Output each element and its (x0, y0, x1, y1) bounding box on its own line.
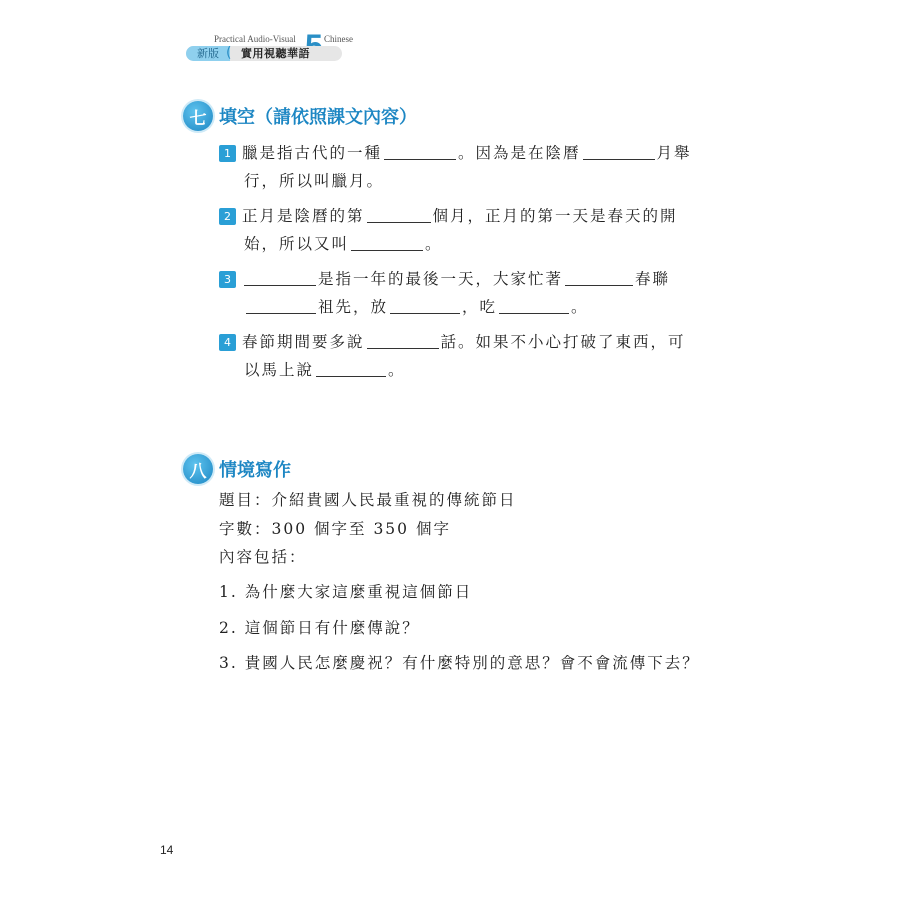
item-text: 春聯 (635, 270, 671, 288)
item-text: 正月是陰曆的第 (242, 207, 365, 225)
item-number-badge: 2 (219, 208, 236, 225)
exercise-item-4 (219, 328, 709, 384)
blank-line[interactable] (246, 295, 316, 314)
section-7-title: 填空（請依照課文內容） (219, 107, 417, 128)
item-text: 。因為是在陰曆 (458, 144, 581, 162)
exercise-item-3 (219, 265, 709, 321)
blank-line[interactable] (390, 295, 460, 314)
blank-line[interactable] (367, 204, 431, 223)
writing-word-count: 字數：300 個字至 350 個字 (219, 520, 451, 538)
item-text: 行，所以叫臘月。 (244, 172, 385, 190)
blank-line[interactable] (565, 267, 633, 286)
blank-line[interactable] (384, 141, 456, 160)
series-english-subtitle: Chinese (324, 34, 353, 44)
item-number-badge: 3 (219, 271, 236, 288)
writing-contents-label: 內容包括： (219, 548, 307, 566)
item-text: 話。如果不小心打破了東西，可 (440, 333, 686, 351)
item-text: 祖先，放 (318, 298, 389, 316)
series-english-title: Practical Audio-Visual (214, 34, 296, 44)
item-text: 臘是指古代的一種 (242, 144, 383, 162)
item-text: 始，所以又叫 (244, 235, 350, 253)
item-text: 以馬上說 (244, 361, 315, 379)
new-edition-tag: 新版 (186, 46, 230, 61)
item-text: 春節期間要多說 (242, 333, 365, 351)
item-text: 個月，正月的第一天是春天的開 (432, 207, 678, 225)
writing-point-1: 1. 為什麼大家這麼重視這個節日 (219, 583, 473, 601)
item-number-badge: 1 (219, 145, 236, 162)
series-chinese-title: 實用視聽華語 (241, 47, 310, 60)
writing-topic: 題目：介紹貴國人民最重視的傳統節日 (219, 491, 517, 509)
blank-line[interactable] (244, 267, 316, 286)
page-number: 14 (160, 843, 174, 857)
item-text: 。 (425, 235, 443, 253)
blank-line[interactable] (316, 358, 386, 377)
section-7-heading (183, 99, 417, 133)
item-text: ，吃 (462, 298, 498, 316)
section-7-number: 七 (183, 101, 213, 131)
blank-line[interactable] (583, 141, 655, 160)
item-text: 。 (388, 361, 406, 379)
writing-point-3: 3. 貴國人民怎麼慶祝？有什麼特別的意思？會不會流傳下去？ (219, 654, 700, 672)
blank-line[interactable] (367, 330, 439, 349)
series-logo (186, 30, 361, 66)
section-8-heading (183, 452, 291, 486)
blank-line[interactable] (499, 295, 569, 314)
item-text: 是指一年的最後一天，大家忙著 (318, 270, 564, 288)
exercise-item-1 (219, 139, 709, 195)
item-text: 。 (571, 298, 589, 316)
exercise-item-2 (219, 202, 709, 258)
section-8-number: 八 (183, 454, 213, 484)
item-number-badge: 4 (219, 334, 236, 351)
blank-line[interactable] (351, 232, 423, 251)
item-text: 月舉 (656, 144, 692, 162)
logo-divider: ( (226, 45, 232, 61)
section-8-title: 情境寫作 (219, 460, 291, 481)
writing-point-2: 2. 這個節日有什麼傳說？ (219, 619, 420, 637)
